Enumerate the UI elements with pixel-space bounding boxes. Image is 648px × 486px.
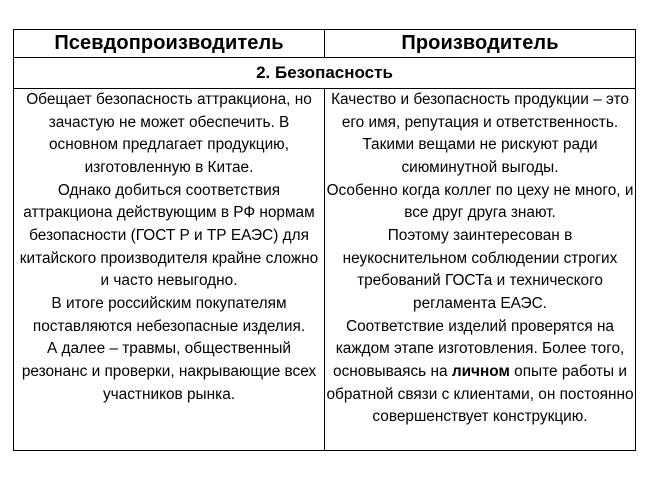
right-paragraph-4-end: опыте работы и обратной связи с клиентами, он постоянно совершенствует конструкцию. xyxy=(326,362,634,426)
comparison-table xyxy=(13,29,636,451)
left-paragraph-3: В итоге российским покупателям поставляются небезопасные изделия. xyxy=(32,294,306,335)
right-paragraph-4 xyxy=(325,316,635,429)
header-pseudo-manufacturer: Псевдопроизводитель xyxy=(14,30,325,58)
right-column-text xyxy=(325,89,636,451)
emphasis-word: личном xyxy=(451,362,510,380)
header-manufacturer: Производитель xyxy=(325,30,636,58)
section-row xyxy=(14,58,636,89)
right-paragraph-2: Особенно когда коллег по цеху не много, и все друг друга знают. xyxy=(326,181,634,222)
right-paragraph-4-start: Соответствие изделий проверятся на каждом этапе изготовления. Более того, основываясь на xyxy=(333,317,625,380)
left-column-text xyxy=(14,89,325,451)
left-paragraph-4: А далее – травмы, общественный резонанс и проверки, накрывающие всех участников рынка. xyxy=(21,340,317,403)
left-paragraph-2: Однако добиться соответствия аттракциона действующим в РФ нормам безопасности (ГОСТ Р и ТР ЕАЭС) для китайского производителя крайне сложно и часто невыгодно. xyxy=(19,181,319,290)
left-paragraph-1: Обещает безопасность аттракциона, но зачастую не может обеспечить. В основном предлагает продукцию, изготовленную в Китае. xyxy=(26,91,312,176)
header-row xyxy=(14,30,636,58)
right-paragraph-3: Поэтому заинтересован в неукоснительном соблюдении строгих требований ГОСТа и технического регламента ЕАЭС. xyxy=(342,226,618,312)
body-row xyxy=(14,89,636,451)
section-title: 2. Безопасность xyxy=(14,58,636,89)
right-paragraph-1: Качество и безопасность продукции – это его имя, репутация и ответственность. Такими вещами не рискуют ради сиюминутной выгоды. xyxy=(331,91,629,176)
